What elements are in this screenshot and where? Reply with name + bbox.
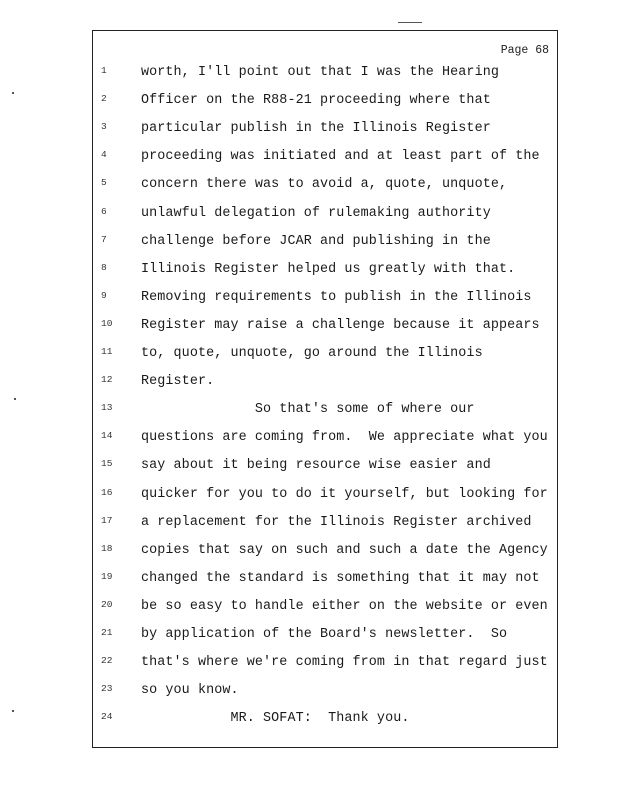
- line-text: Register may raise a challenge because it appears: [141, 317, 540, 333]
- line-number: 14: [101, 430, 113, 442]
- line-text: Register.: [141, 374, 215, 390]
- line-text: proceeding was initiated and at least part of the: [141, 149, 540, 165]
- line-text: a replacement for the Illinois Register archived: [141, 514, 532, 530]
- line-number: 16: [101, 486, 113, 498]
- transcript-line: [93, 121, 557, 149]
- transcript-line: [93, 655, 557, 683]
- transcript-page-frame: [92, 30, 558, 748]
- line-number: 2: [101, 93, 107, 105]
- transcript-line: [93, 318, 557, 346]
- line-text: MR. SOFAT: Thank you.: [141, 711, 410, 727]
- transcript-line: [93, 711, 557, 739]
- line-text: to, quote, unquote, go around the Illinois: [141, 346, 483, 361]
- line-number: 13: [101, 402, 113, 414]
- line-number: 18: [101, 542, 113, 554]
- line-text: be so easy to handle either on the website or even: [141, 598, 548, 614]
- transcript-line: [93, 177, 557, 205]
- transcript-line: [93, 599, 557, 627]
- transcript-line: [93, 571, 557, 599]
- line-number: 1: [101, 65, 107, 76]
- line-number: 21: [101, 627, 113, 638]
- line-number: 24: [101, 711, 113, 723]
- transcript-line: [93, 234, 557, 262]
- page-number-label: Page 68: [500, 44, 549, 57]
- line-text: changed the standard is something that it may not: [141, 570, 540, 586]
- transcript-line: [93, 543, 557, 571]
- scan-speck: [12, 92, 14, 94]
- scan-speck: [398, 22, 422, 23]
- line-number: 17: [101, 514, 113, 526]
- line-number: 7: [101, 233, 107, 245]
- line-text: worth, I'll point out that I was the Hearing: [141, 65, 499, 80]
- line-number: 3: [101, 121, 107, 133]
- line-text: copies that say on such and such a date the Agency: [141, 542, 548, 558]
- line-text: unlawful delegation of rulemaking authority: [141, 205, 491, 221]
- transcript-line: [93, 487, 557, 515]
- line-text: quicker for you to do it yourself, but looking for: [141, 486, 548, 502]
- transcript-line: [93, 683, 557, 711]
- transcript-line: [93, 430, 557, 458]
- transcript-line: [93, 374, 557, 402]
- transcript-line: [93, 458, 557, 486]
- transcript-line: [93, 515, 557, 543]
- line-number: 5: [101, 177, 107, 189]
- line-text: that's where we're coming from in that regard just: [141, 655, 548, 671]
- line-number: 6: [101, 205, 107, 217]
- line-number: 4: [101, 149, 107, 161]
- transcript-line: [93, 262, 557, 290]
- line-number: 8: [101, 261, 107, 273]
- line-text: so you know.: [141, 683, 239, 699]
- transcript-line: [93, 402, 557, 430]
- line-text: Removing requirements to publish in the Illinois: [141, 289, 532, 305]
- line-text: challenge before JCAR and publishing in the: [141, 233, 491, 249]
- transcript-line: [93, 93, 557, 121]
- line-number: 9: [101, 289, 107, 301]
- transcript-line: [93, 627, 557, 655]
- line-text: concern there was to avoid a, quote, unquote,: [141, 177, 508, 193]
- line-number: 20: [101, 598, 113, 610]
- line-text: Illinois Register helped us greatly with that.: [141, 261, 516, 277]
- line-text: So that's some of where our: [141, 402, 475, 418]
- line-text: by application of the Board's newsletter. So: [141, 627, 508, 642]
- scan-speck: [12, 710, 14, 712]
- line-number: 12: [101, 374, 113, 386]
- transcript-line: [93, 149, 557, 177]
- transcript-line: [93, 65, 557, 93]
- line-text: questions are coming from. We appreciate what you: [141, 430, 548, 446]
- line-number: 10: [101, 317, 113, 329]
- line-text: say about it being resource wise easier and: [141, 458, 491, 474]
- transcript-line: [93, 346, 557, 374]
- line-number: 11: [101, 346, 113, 357]
- transcript-line: [93, 206, 557, 234]
- line-number: 19: [101, 570, 113, 582]
- scan-speck: [14, 398, 16, 400]
- line-number: 22: [101, 655, 113, 667]
- line-number: 15: [101, 458, 113, 470]
- line-text: Officer on the R88-21 proceeding where that: [141, 93, 491, 109]
- line-number: 23: [101, 683, 113, 695]
- transcript-line: [93, 290, 557, 318]
- line-text: particular publish in the Illinois Register: [141, 121, 491, 137]
